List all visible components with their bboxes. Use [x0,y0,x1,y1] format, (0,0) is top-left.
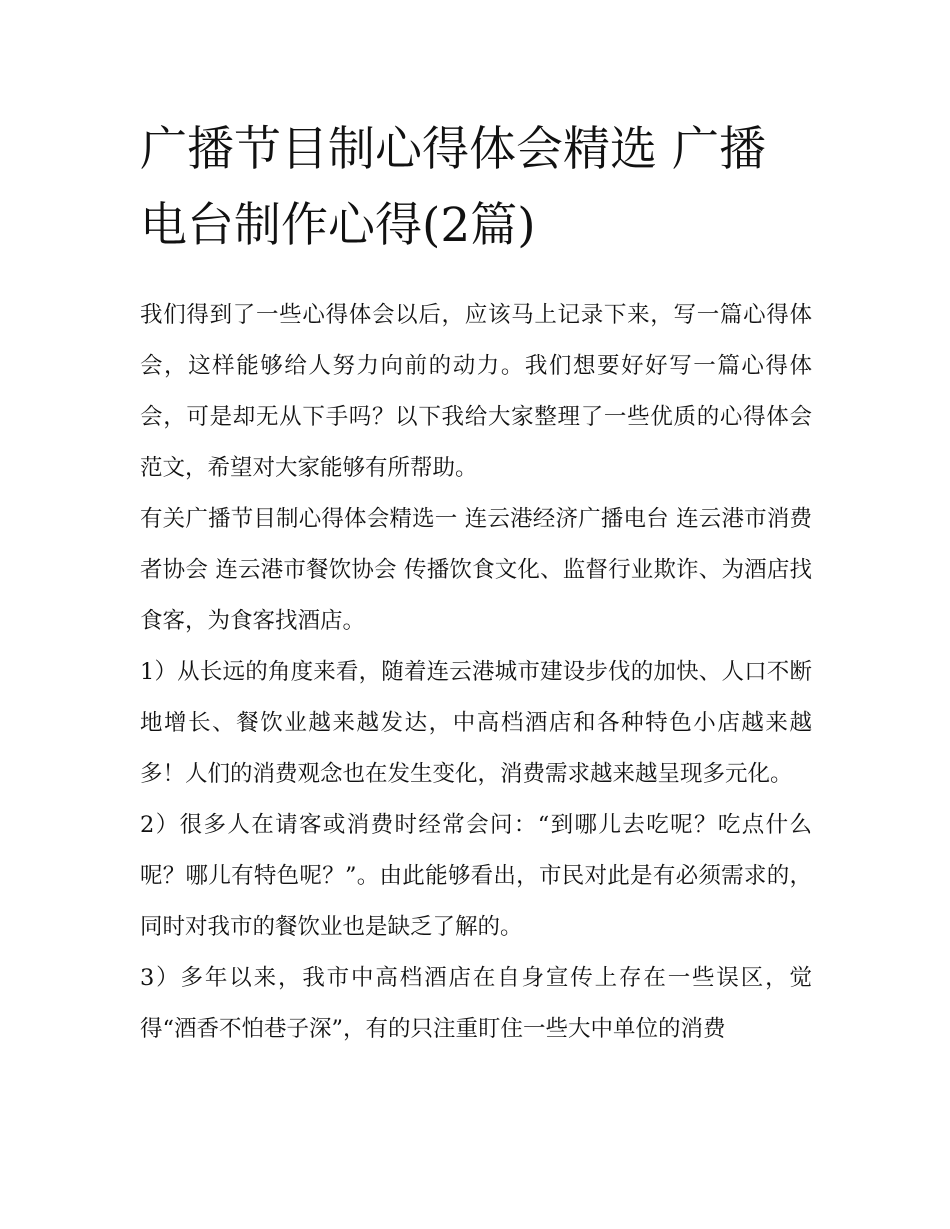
document-page [140,112,812,1055]
point-three-paragraph: 3）多年以来，我市中高档酒店在自身宣传上存在一些误区，觉得“酒香不怕巷子深”，有的只注重盯住一些大中单位的消费 [140,965,812,1042]
document-title: 广播节目制心得体会精选 广播电台制作心得(2篇) [140,122,766,253]
intro-paragraph: 我们得到了一些心得体会以后，应该马上记录下来，写一篇心得体会，这样能够给人努力向前的动力。我们想要好好写一篇心得体会，可是却无从下手吗？以下我给大家整理了一些优质的心得体会范文，希望对大家能够有所帮助。 [140,302,812,481]
point-two-paragraph: 2）很多人在请客或消费时经常会问：“到哪儿去吃呢？吃点什么呢？哪儿有特色呢？”。由此能够看出，市民对此是有必须需求的，同时对我市的餐饮业也是缺乏了解的。 [140,812,812,940]
point-one-paragraph: 1）从长远的角度来看，随着连云港城市建设步伐的加快、人口不断地增长、餐饮业越来越发达，中高档酒店和各种特色小店越来越多！人们的消费观念也在发生变化，消费需求越来越呈现多元化。 [140,659,812,787]
section-one-paragraph: 有关广播节目制心得体会精选一 连云港经济广播电台 连云港市消费者协会 连云港市餐饮协会 传播饮食文化、监督行业欺诈、为酒店找食客，为食客找酒店。 [140,506,812,634]
